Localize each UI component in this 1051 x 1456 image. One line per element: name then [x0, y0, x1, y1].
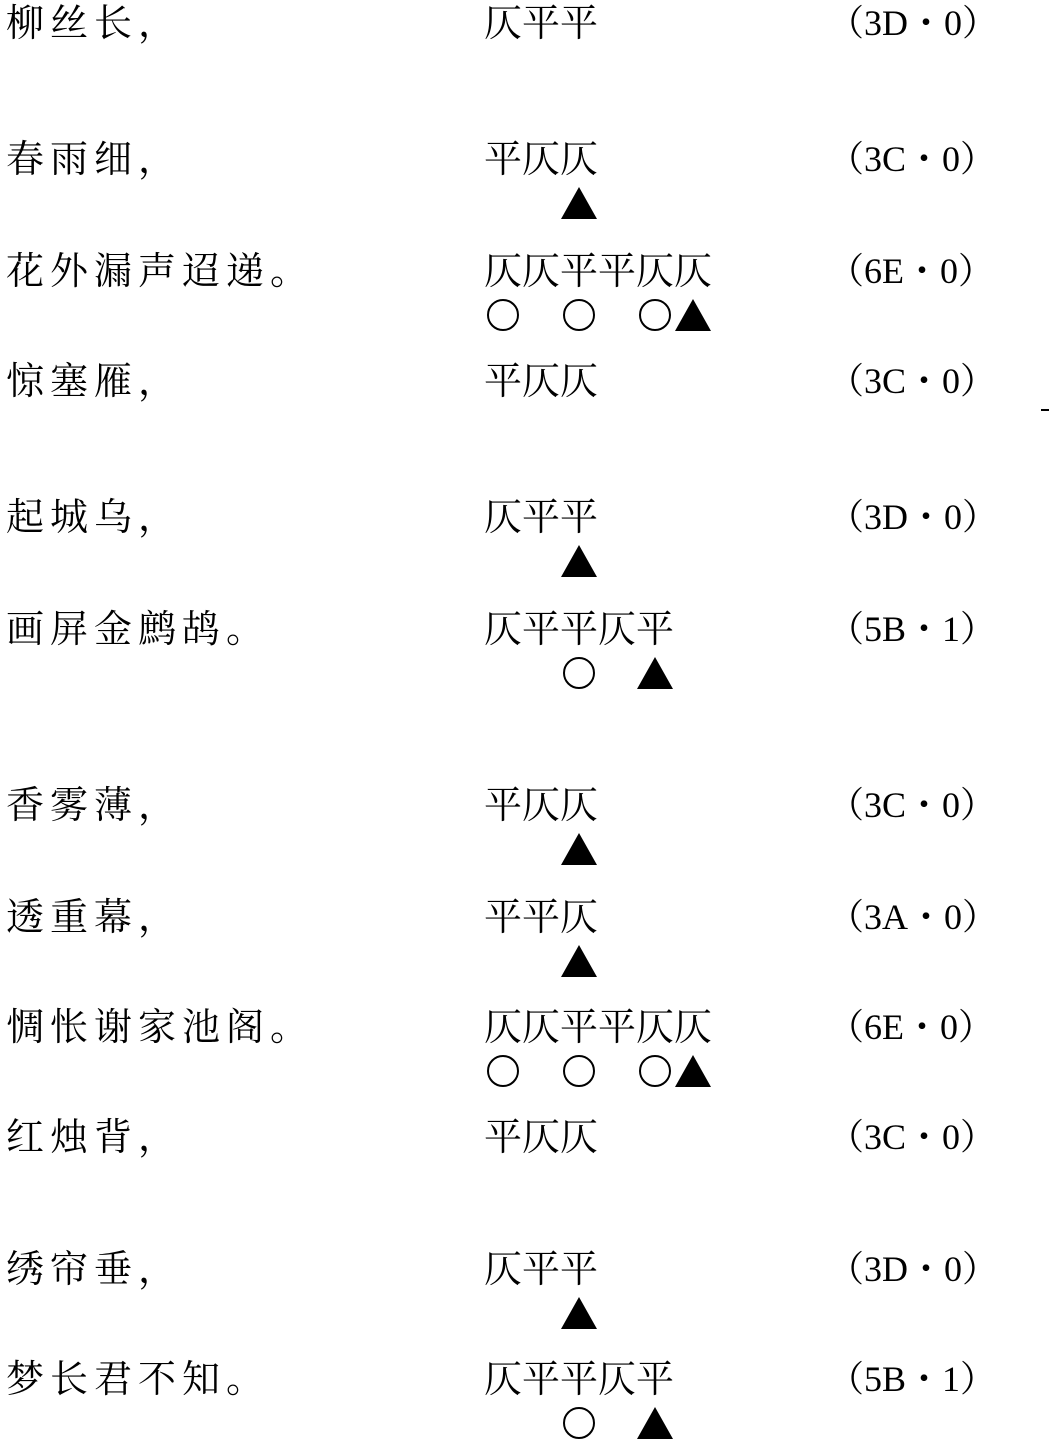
triangle-mark-icon	[561, 833, 597, 865]
tone-pattern: 仄平平仄平	[484, 607, 675, 651]
tone-pattern: 仄仄平平仄仄	[484, 249, 713, 293]
mark-slot	[636, 654, 674, 692]
verse-text: 起城乌，	[6, 495, 183, 539]
mark-slot	[636, 1404, 674, 1442]
verse-text: 画屏金鹧鸪。	[6, 607, 271, 651]
pattern-code: （6E・0）	[828, 1007, 994, 1047]
rhythm-marks	[484, 942, 724, 982]
poem-line	[0, 136, 1051, 236]
pattern-code: （6E・0）	[828, 251, 994, 291]
rhythm-marks	[484, 542, 724, 582]
rhythm-marks	[484, 830, 724, 870]
mark-slot	[560, 830, 598, 868]
mark-slot	[560, 942, 598, 980]
mark-slot	[636, 1052, 674, 1090]
poem-line	[0, 358, 1051, 458]
tone-pattern: 平仄仄	[484, 359, 599, 403]
circle-mark-icon	[563, 657, 595, 689]
rhythm-marks	[484, 1294, 724, 1334]
tone-pattern: 仄平平仄平	[484, 1357, 675, 1401]
verse-text: 香雾薄，	[6, 783, 183, 827]
tone-pattern: 平平仄	[484, 895, 599, 939]
verse-text: 惊塞雁，	[6, 359, 183, 403]
mark-slot	[674, 1052, 712, 1090]
rhythm-marks	[484, 1404, 724, 1444]
triangle-mark-icon	[637, 657, 673, 689]
tone-pattern: 平仄仄	[484, 783, 599, 827]
verse-text: 惆怅谢家池阁。	[6, 1005, 315, 1049]
pattern-code: （3C・0）	[828, 785, 997, 825]
pattern-code: （3D・0）	[828, 1249, 998, 1289]
poem-line	[0, 494, 1051, 594]
rhythm-marks	[484, 1052, 724, 1092]
rhythm-marks	[484, 296, 724, 336]
poem-line	[0, 1356, 1051, 1456]
circle-mark-icon	[639, 299, 671, 331]
circle-mark-icon	[563, 299, 595, 331]
verse-text: 花外漏声迢递。	[6, 249, 315, 293]
mark-slot	[560, 542, 598, 580]
tone-pattern: 平仄仄	[484, 1115, 599, 1159]
tone-pattern: 仄平平	[484, 1, 599, 45]
rhythm-marks	[484, 184, 724, 224]
pattern-code: （5B・1）	[828, 1359, 997, 1399]
pattern-code: （3C・0）	[828, 361, 997, 401]
mark-slot	[636, 296, 674, 334]
triangle-mark-icon	[561, 545, 597, 577]
triangle-mark-icon	[561, 187, 597, 219]
rhythm-marks	[484, 654, 724, 694]
mark-slot	[560, 184, 598, 222]
verse-text: 柳丝长，	[6, 1, 183, 45]
circle-mark-icon	[563, 1407, 595, 1439]
mark-slot	[484, 296, 522, 334]
pattern-code: （3D・0）	[828, 497, 998, 537]
poem-line	[0, 1114, 1051, 1214]
circle-mark-icon	[639, 1055, 671, 1087]
poem-line	[0, 248, 1051, 348]
verse-text: 梦长君不知。	[6, 1357, 271, 1401]
verse-text: 透重幕，	[6, 895, 183, 939]
triangle-mark-icon	[675, 299, 711, 331]
poem-line	[0, 0, 1051, 100]
pattern-code: （3D・0）	[828, 3, 998, 43]
mark-slot	[560, 1294, 598, 1332]
mark-slot	[560, 1052, 598, 1090]
poem-line	[0, 1004, 1051, 1104]
pattern-code: （3C・0）	[828, 139, 997, 179]
tone-pattern: 平仄仄	[484, 137, 599, 181]
pattern-code: （5B・1）	[828, 609, 997, 649]
poem-line	[0, 894, 1051, 994]
circle-mark-icon	[487, 1055, 519, 1087]
scan-mark	[1041, 409, 1049, 411]
tone-pattern: 仄平平	[484, 1247, 599, 1291]
mark-slot	[560, 654, 598, 692]
mark-slot	[560, 296, 598, 334]
triangle-mark-icon	[561, 945, 597, 977]
circle-mark-icon	[487, 299, 519, 331]
mark-slot	[484, 1052, 522, 1090]
triangle-mark-icon	[561, 1297, 597, 1329]
verse-text: 春雨细，	[6, 137, 183, 181]
mark-slot	[560, 1404, 598, 1442]
triangle-mark-icon	[675, 1055, 711, 1087]
triangle-mark-icon	[637, 1407, 673, 1439]
pattern-code: （3C・0）	[828, 1117, 997, 1157]
verse-text: 绣帘垂，	[6, 1247, 183, 1291]
tone-pattern: 仄仄平平仄仄	[484, 1005, 713, 1049]
verse-text: 红烛背，	[6, 1115, 183, 1159]
poem-line	[0, 782, 1051, 882]
pattern-code: （3A・0）	[828, 897, 998, 937]
tone-pattern: 仄平平	[484, 495, 599, 539]
circle-mark-icon	[563, 1055, 595, 1087]
poem-line	[0, 1246, 1051, 1346]
poem-line	[0, 606, 1051, 706]
mark-slot	[674, 296, 712, 334]
